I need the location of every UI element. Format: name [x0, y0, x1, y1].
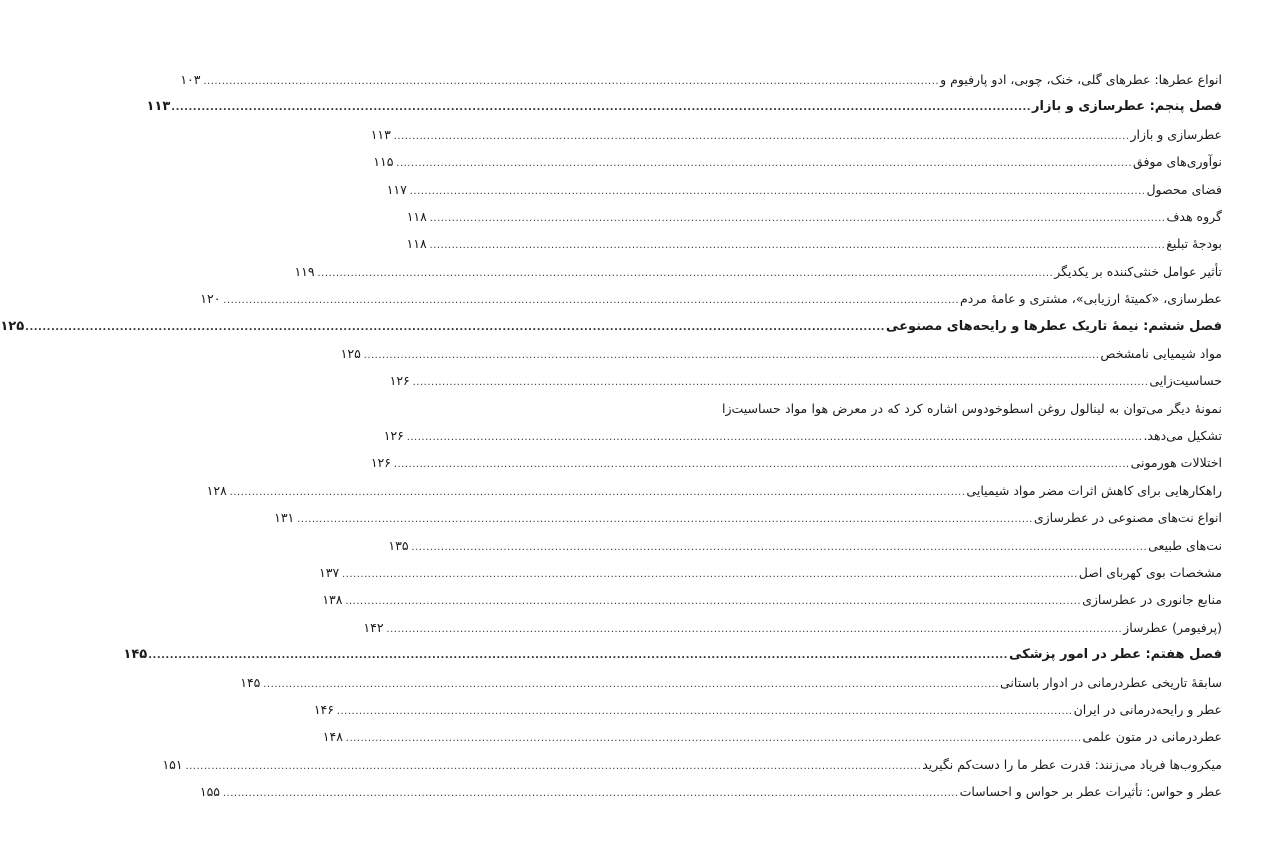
- toc-entry: [240, 669, 1222, 696]
- toc-entry-title: عطر و رایحه‌درمانی در ایران: [1073, 701, 1222, 717]
- toc-entry: [162, 751, 1222, 778]
- dot-leader: ........................................................................................................................................................................................................: [345, 733, 1082, 745]
- toc-entry: [199, 778, 1222, 805]
- toc-entry: [363, 614, 1222, 641]
- toc-entry-page: ۱۳۵: [388, 537, 409, 553]
- toc-entry-title: عطرسازی و بازار: [1130, 126, 1222, 142]
- dot-leader: ........................................................................................................................................................................................................: [148, 650, 1008, 662]
- dot-leader: ........................................................................................................................................................................................................: [396, 158, 1133, 170]
- toc-entry: [388, 532, 1222, 559]
- dot-leader: ........................................................................................................................................................................................................: [363, 349, 1100, 361]
- toc-entry: [180, 66, 1222, 93]
- toc-entry-title: (پرفیومر) عطرساز: [1123, 619, 1222, 635]
- dot-leader: ........................................................................................................................................................................................................: [412, 377, 1149, 389]
- table-of-contents: [0, 66, 1222, 806]
- dot-leader: ........................................................................................................................................................................................................: [409, 185, 1146, 197]
- toc-entry-title: منابع جانوری در عطرسازی: [1082, 592, 1222, 608]
- toc-entry-page: ۱۴۲: [363, 619, 384, 635]
- dot-leader: ........................................................................................................................................................................................................: [386, 623, 1123, 635]
- toc-entry-title: تشکیل می‌دهد.: [1143, 428, 1222, 444]
- toc-entry-page: ۱۱۷: [386, 181, 407, 197]
- toc-entry: [200, 285, 1222, 312]
- dot-leader: ........................................................................................................................................................................................................: [25, 321, 885, 333]
- toc-entry-title: فضای محصول: [1146, 181, 1222, 197]
- chapter-page: ۱۴۵: [123, 647, 148, 663]
- toc-entry: [322, 723, 1222, 750]
- chapter-page: ۱۱۳: [146, 99, 171, 115]
- dot-leader: ........................................................................................................................................................................................................: [185, 760, 922, 772]
- toc-entry-page: ۱۳۱: [274, 510, 295, 526]
- toc-entry: [373, 148, 1222, 175]
- toc-entry: [319, 559, 1222, 586]
- toc-entry-page: ۱۱۳: [370, 126, 391, 142]
- dot-leader: ........................................................................................................................................................................................................: [342, 569, 1078, 581]
- toc-entry-title: تأثیر عوامل خنثی‌کننده بر یکدیگر: [1054, 263, 1222, 279]
- toc-entry-page: ۱۰۳: [180, 72, 201, 87]
- chapter-heading: [0, 313, 1222, 340]
- toc-entry-title: راهکارهایی برای کاهش اثرات مضر مواد شیمیایی: [966, 482, 1222, 498]
- dot-leader: ........................................................................................................................................................................................................: [406, 432, 1143, 444]
- dot-leader: ........................................................................................................................................................................................................: [429, 212, 1166, 224]
- toc-entry-page: ۱۳۷: [319, 565, 340, 581]
- dot-leader: ........................................................................................................................................................................................................: [411, 541, 1148, 553]
- toc-entry-title: نوآوری‌های موفق: [1133, 154, 1222, 170]
- toc-entry-page: ۱۲۸: [206, 482, 227, 498]
- toc-entry-page: ۱۱۸: [406, 208, 427, 224]
- toc-entry-title: حساسیت‌زایی: [1149, 373, 1222, 389]
- dot-leader: ........................................................................................................................................................................................................: [317, 267, 1054, 279]
- toc-entry-page: ۱۲۶: [389, 373, 410, 389]
- dot-leader: ........................................................................................................................................................................................................: [171, 102, 1032, 114]
- toc-entry: [406, 230, 1222, 257]
- toc-entry-page: ۱۵۵: [199, 784, 221, 800]
- toc-entry-page: ۱۲۰: [200, 291, 221, 307]
- toc-entry: [322, 586, 1222, 613]
- dot-leader: ........................................................................................................................................................................................................: [345, 596, 1082, 608]
- toc-entry-title: میکروب‌ها فریاد می‌زنند: قدرت عطر ما را دست‌کم نگیرید: [922, 756, 1222, 772]
- toc-entry-page: ۱۵۱: [162, 756, 183, 772]
- toc-entry-page: ۱۴۵: [240, 674, 261, 690]
- toc-entry-page: ۱۱۸: [406, 236, 427, 252]
- chapter-heading: [123, 641, 1222, 668]
- toc-entry-page: ۱۲۵: [340, 345, 361, 361]
- toc-entry: [206, 477, 1222, 504]
- dot-leader: ........................................................................................................................................................................................................: [393, 130, 1130, 142]
- chapter-title: فصل هفتم: عطر در امور پزشکی: [1008, 647, 1222, 663]
- toc-entry-title: مشخصات بوی کهربای اصل: [1078, 565, 1222, 581]
- toc-entry: [313, 696, 1222, 723]
- dot-leader: ........................................................................................................................................................................................................: [263, 678, 999, 690]
- chapter-heading: [146, 93, 1222, 120]
- toc-entry-title: عطرسازی، «کمیتهٔ ارزیابی»، مشتری و عامهٔ مردم: [960, 291, 1222, 307]
- toc-entry-title: انواع نت‌های مصنوعی در عطرسازی: [1033, 510, 1222, 526]
- toc-entry-title: عطر و حواس: تأثیرات عطر بر حواس و احساسات: [959, 784, 1222, 800]
- toc-entry-page: ۱۲۶: [370, 455, 391, 471]
- toc-entry-title: انواع عطرها: عطرهای گلی، خنک، چوبی، ادو پارفیوم و: [940, 72, 1222, 87]
- toc-entry-title: مواد شیمیایی نامشخص: [1100, 345, 1222, 361]
- chapter-title: فصل پنجم: عطرسازی و بازار: [1032, 99, 1222, 115]
- toc-entry-title: اختلالات هورمونی: [1130, 455, 1222, 471]
- dot-leader: ........................................................................................................................................................................................................: [203, 76, 940, 87]
- toc-entry: [406, 203, 1222, 230]
- toc-entry-page: ۱۴۶: [313, 701, 334, 717]
- toc-entry-title: بودجهٔ تبلیغ: [1166, 236, 1222, 252]
- dot-leader: ........................................................................................................................................................................................................: [229, 486, 966, 498]
- toc-entry-page: ۱۱۵: [373, 154, 394, 170]
- toc-entry-page: ۱۱۹: [294, 263, 315, 279]
- toc-entry-wrapped-line: نمونهٔ دیگر می‌توان به لینالول روغن اسطوخودوس اشاره کرد که در معرض هوا مواد حساسیت‌زا: [722, 400, 1222, 416]
- toc-entry: [294, 258, 1222, 285]
- toc-entry: [383, 422, 1222, 449]
- toc-entry: [370, 449, 1222, 476]
- chapter-page: ۱۲۵: [0, 318, 25, 334]
- chapter-title: فصل ششم: نیمهٔ تاریک عطرها و رایحه‌های مصنوعی: [885, 318, 1222, 334]
- toc-entry-title: نت‌های طبیعی: [1148, 537, 1222, 553]
- dot-leader: ........................................................................................................................................................................................................: [393, 459, 1130, 471]
- toc-entry-title: عطردرمانی در متون علمی: [1082, 729, 1222, 745]
- toc-entry-title: سابقهٔ تاریخی عطردرمانی در ادوار باستانی: [1000, 674, 1222, 690]
- toc-entry: [274, 504, 1222, 531]
- toc-entry: [386, 176, 1222, 203]
- toc-entry: [340, 340, 1222, 367]
- dot-leader: ........................................................................................................................................................................................................: [222, 788, 959, 800]
- dot-leader: ........................................................................................................................................................................................................: [297, 514, 1033, 526]
- toc-entry-page: ۱۴۸: [322, 729, 343, 745]
- dot-leader: ........................................................................................................................................................................................................: [429, 240, 1166, 252]
- toc-entry-title: گروه هدف: [1166, 208, 1222, 224]
- toc-entry-page: ۱۲۶: [383, 428, 404, 444]
- dot-leader: ........................................................................................................................................................................................................: [223, 295, 960, 307]
- toc-entry: [370, 121, 1222, 148]
- toc-entry: [389, 367, 1222, 394]
- toc-entry-page: ۱۳۸: [322, 592, 343, 608]
- dot-leader: ........................................................................................................................................................................................................: [336, 705, 1073, 717]
